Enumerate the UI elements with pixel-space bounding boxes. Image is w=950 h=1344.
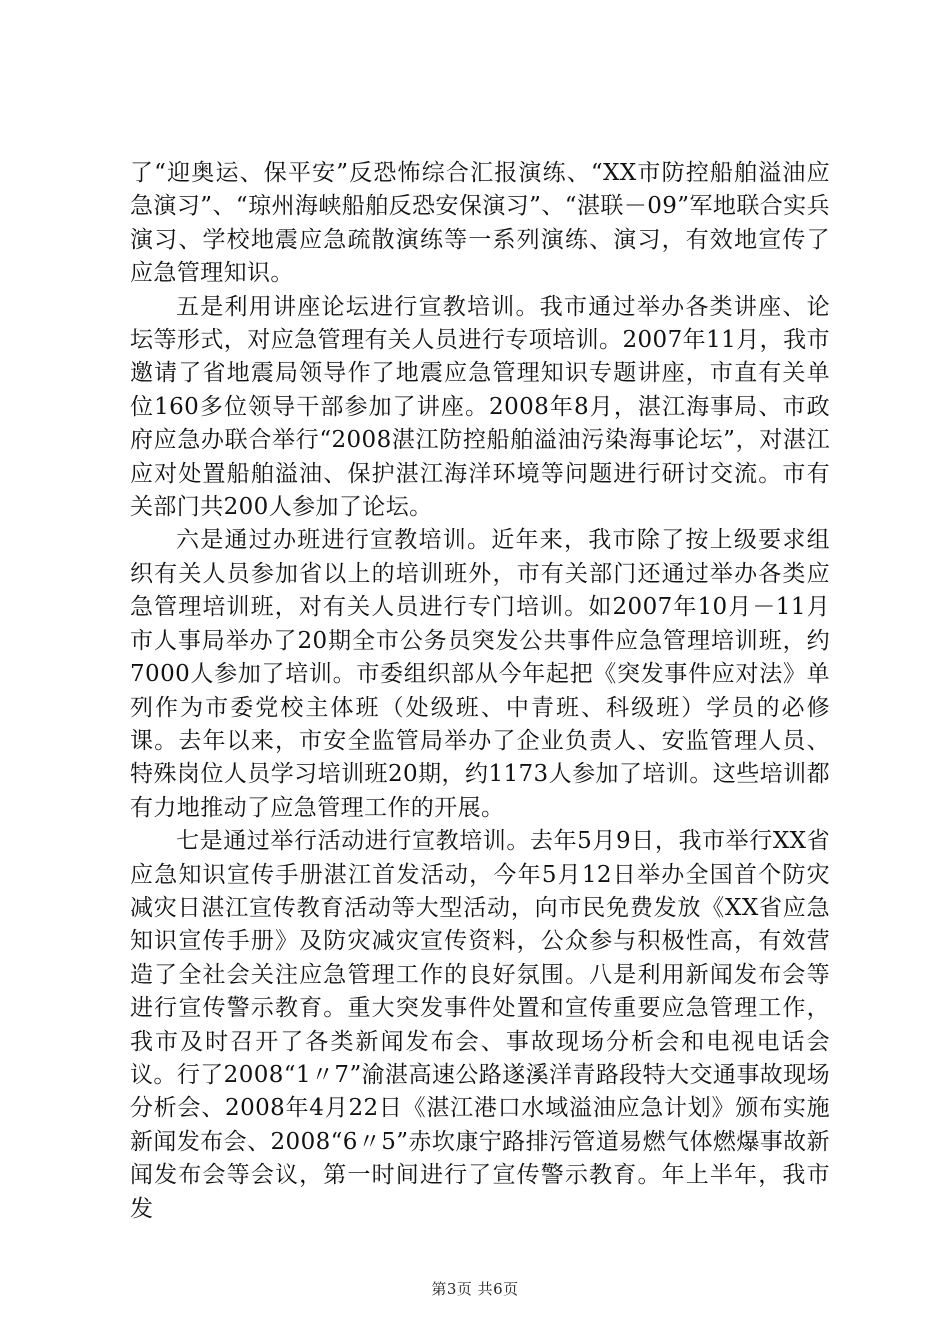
paragraph-drills-continued: 了“迎奥运、保平安”反恐怖综合汇报演练、“XX市防控船舶溢油应急演习”、“琼州海峡船舶反恐安保演习”、“湛联－09”军地联合实兵演习、学校地震应急疏散演练等一系列演练、演习，有效地宣传了应急管理知识。 bbox=[130, 160, 830, 287]
paragraph-training-classes: 六是通过办班进行宣教培训。近年来，我市除了按上级要求组织有关人员参加省以上的培训班外，市有关部门还通过举办各类应急管理培训班，对有关人员进行专门培训。如2007年10月－11月市人事局举办了20期全市公务员突发公共事件应急管理培训班，约7000人参加了培训。市委组织部从今年起把《突发事件应对法》单列作为市委党校主体班（处级班、中青班、科级班）学员的必修课。去年以来，市安全监管局举办了企业负责人、安监管理人员、特殊岗位人员学习培训班20期，约1173人参加了培训。这些培训都有力地推动了应急管理工作的开展。 bbox=[130, 527, 830, 821]
paragraph-activities-press: 七是通过举行活动进行宣教培训。去年5月9日，我市举行XX省应急知识宣传手册湛江首发活动，今年5月12日举办全国首个防灾减灾日湛江宣传教育活动等大型活动，向市民免费发放《XX省应急知识宣传手册》及防灾减灾宣传资料，公众参与积极性高，有效营造了全社会关注应急管理工作的良好氛围。八是利用新闻发布会等进行宣传警示教育。重大突发事件处置和宣传重要应急管理工作，我市及时召开了各类新闻发布会、事故现场分析会和电视电话会议。行了2008“1〃7”渝湛高速公路遂溪洋青路段特大交通事故现场分析会、2008年4月22日《湛江港口水域溢油应急计划》颁布实施新闻发布会、2008“6〃5”赤坎康宁路排污管道易燃气体燃爆事故新闻发布会等会议，第一时间进行了宣传警示教育。年上半年，我市发 bbox=[130, 828, 830, 1222]
document-body bbox=[130, 157, 830, 1226]
page-footer: 第3页 共6页 bbox=[431, 1280, 519, 1298]
paragraph-lectures-forums: 五是利用讲座论坛进行宣教培训。我市通过举办各类讲座、论坛等形式，对应急管理有关人员进行专项培训。2007年11月，我市邀请了省地震局领导作了地震应急管理知识专题讲座，市直有关单位160多位领导干部参加了讲座。2008年8月，湛江海事局、市政府应急办联合举行“2008湛江防控船舶溢油污染海事论坛”，对湛江应对处置船舶溢油、保护湛江海洋环境等问题进行研讨交流。市有关部门共200人参加了论坛。 bbox=[130, 293, 830, 521]
